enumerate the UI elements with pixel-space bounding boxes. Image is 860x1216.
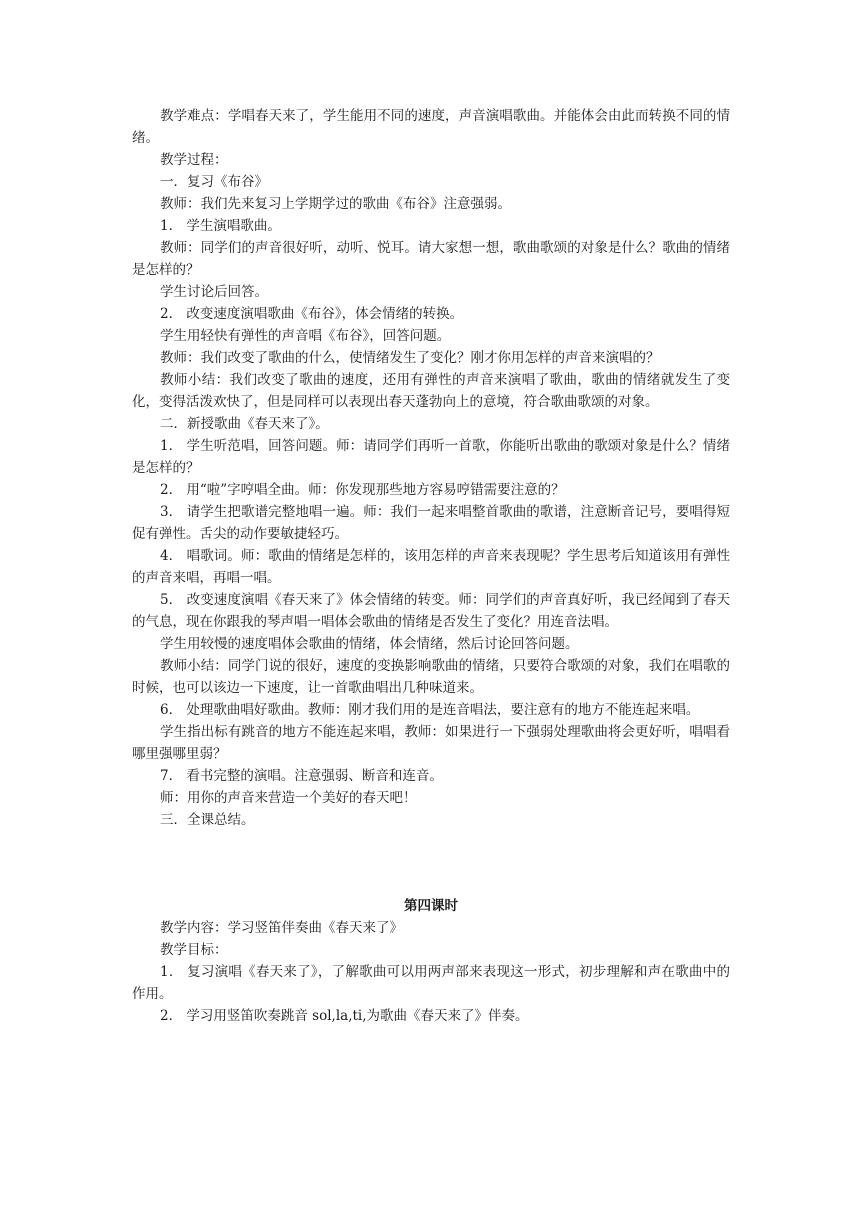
paragraph: 7． 看书完整的演唱。注意强弱、断音和连音。 [160, 768, 443, 784]
paragraph: 教学内容：学习竖笛伴奏曲《春天来了》 [160, 920, 403, 936]
section-gap [132, 831, 730, 895]
paragraph: 1． 复习演唱《春天来了》，了解歌曲可以用两声部来表现这一形式，初步理解和声在歌曲中的作用。 [132, 964, 730, 1002]
paragraph: 学生指出标有跳音的地方不能连起来唱，教师：如果进行一下强弱处理歌曲将会更好听，唱唱看哪里强哪里弱？ [132, 724, 730, 762]
section-lesson-4 [132, 895, 730, 1027]
paragraph: 教学难点：学唱春天来了，学生能用不同的速度，声音演唱歌曲。并能体会由此而转换不同的情绪。 [132, 108, 730, 146]
paragraph: 4． 唱歌词。师：歌曲的情绪是怎样的，该用怎样的声音来表现呢？学生思考后知道该用有弹性的声音来唱，再唱一唱。 [132, 548, 730, 586]
paragraph: 三．全课总结。 [160, 812, 255, 828]
paragraph: 教师：我们先来复习上学期学过的歌曲《布谷》注意强弱。 [160, 196, 511, 212]
paragraph: 5． 改变速度演唱《春天来了》体会情绪的转变。师：同学们的声音真好听，我已经闻到了春天的气息，现在你跟我的琴声唱一唱体会歌曲的情绪是否发生了变化？用连音法唱。 [132, 592, 730, 630]
paragraph: 教师小结：我们改变了歌曲的速度，还用有弹性的声音来演唱了歌曲，歌曲的情绪就发生了变化，变得活泼欢快了，但是同样可以表现出春天蓬勃向上的意境，符合歌曲歌颂的对象。 [132, 372, 730, 410]
paragraph: 二．新授歌曲《春天来了》。 [160, 416, 329, 432]
lesson-title: 第四课时 [404, 898, 458, 914]
section-teaching-process [132, 105, 730, 831]
paragraph: 教师：同学们的声音很好听，动听、悦耳。请大家想一想，歌曲歌颂的对象是什么？歌曲的情绪是怎样的？ [132, 240, 730, 278]
paragraph: 师：用你的声音来营造一个美好的春天吧！ [160, 790, 417, 806]
paragraph: 1． 学生听范唱，回答问题。师：请同学们再听一首歌，你能听出歌曲的歌颂对象是什么？情绪是怎样的？ [132, 438, 730, 476]
paragraph: 教师：我们改变了歌曲的什么，使情绪发生了变化？刚才你用怎样的声音来演唱的？ [160, 350, 660, 366]
paragraph: 学生讨论后回答。 [160, 284, 268, 300]
paragraph: 一．复习《布谷》 [160, 174, 268, 190]
document-body [132, 105, 730, 1027]
paragraph: 2． 学习用竖笛吹奏跳音 sol,la,ti,为歌曲《春天来了》伴奏。 [160, 1008, 529, 1024]
paragraph: 2． 改变速度演唱歌曲《布谷》，体会情绪的转换。 [160, 306, 464, 322]
paragraph: 教师小结：同学门说的很好，速度的变换影响歌曲的情绪，只要符合歌颂的对象，我们在唱歌的时候，也可以该边一下速度，让一首歌曲唱出几种味道来。 [132, 658, 730, 696]
paragraph: 教学目标： [160, 942, 228, 958]
paragraph: 学生用较慢的速度唱体会歌曲的情绪，体会情绪，然后讨论回答问题。 [160, 636, 579, 652]
paragraph: 2． 用“啦”字哼唱全曲。师：你发现那些地方容易哼错需要注意的？ [160, 482, 565, 498]
paragraph: 6． 处理歌曲唱好歌曲。教师：刚才我们用的是连音唱法，要注意有的地方不能连起来唱。 [160, 702, 700, 718]
paragraph: 教学过程： [160, 152, 228, 168]
paragraph: 1． 学生演唱歌曲。 [160, 218, 281, 234]
paragraph: 3． 请学生把歌谱完整地唱一遍。师：我们一起来唱整首歌曲的歌谱，注意断音记号，要唱得短促有弹性。舌尖的动作要敏捷轻巧。 [132, 504, 730, 542]
paragraph: 学生用轻快有弹性的声音唱《布谷》，回答问题。 [160, 328, 451, 344]
